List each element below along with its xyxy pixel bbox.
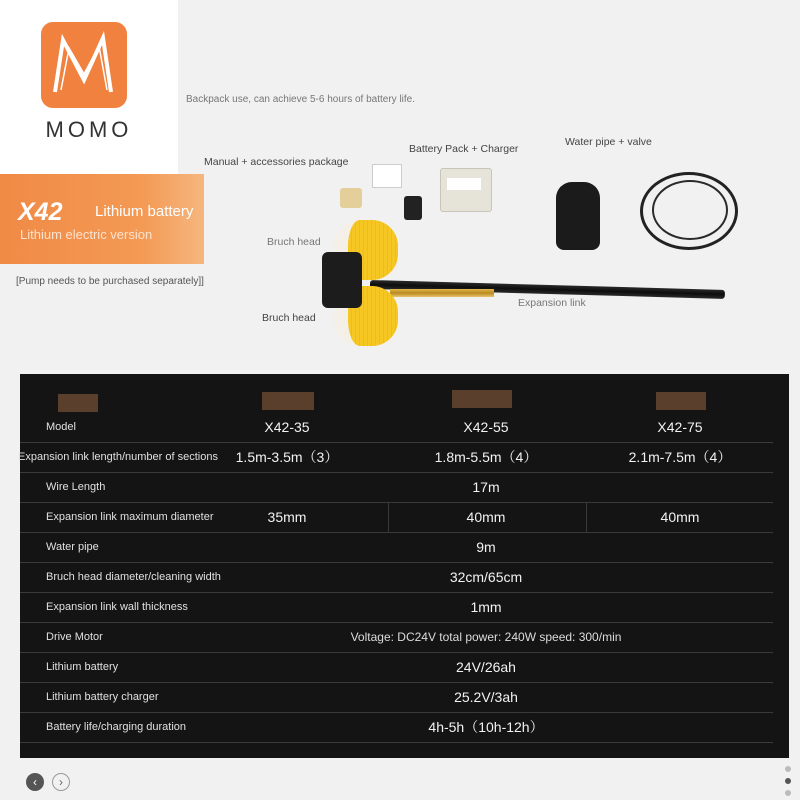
row-value: 25.2V/3ah xyxy=(454,689,518,705)
prev-button[interactable]: ‹ xyxy=(26,773,44,791)
pole-gold-section xyxy=(390,289,494,297)
label-brush-head-bottom: Bruch head xyxy=(262,312,316,324)
row-label: Battery life/charging duration xyxy=(46,721,187,733)
row-value: 17m xyxy=(472,479,500,495)
table-row xyxy=(20,533,773,563)
row-value: 1.5m-3.5m（3） xyxy=(235,449,339,465)
table-row xyxy=(20,443,773,473)
battery-pack-image xyxy=(440,168,492,212)
row-label: Expansion link wall thickness xyxy=(46,601,188,613)
table-row xyxy=(20,683,773,713)
backpack-note: Backpack use, can achieve 5-6 hours of battery life. xyxy=(186,94,416,105)
row-value: 40mm xyxy=(466,509,506,525)
momo-logo-mark xyxy=(41,22,127,108)
header-blur-block-4 xyxy=(656,392,706,410)
row-value: Voltage: DC24V total power: 240W speed: 300/min xyxy=(350,630,622,644)
row-value: X42-55 xyxy=(463,419,509,435)
row-value: 1mm xyxy=(470,599,502,615)
row-label: Water pipe xyxy=(46,541,99,553)
accessory-package-image xyxy=(372,164,402,188)
pagination-dot-2[interactable] xyxy=(785,778,791,784)
next-button[interactable]: › xyxy=(52,773,70,791)
row-value: 40mm xyxy=(660,509,700,525)
label-battery: Battery Pack + Charger xyxy=(409,143,519,155)
table-row xyxy=(20,563,773,593)
row-label: Wire Length xyxy=(46,481,106,493)
brand-logo xyxy=(0,0,178,180)
water-pipe-coil-inner xyxy=(652,180,728,240)
banner-subtitle-2: Lithium electric version xyxy=(20,227,153,242)
column-divider xyxy=(388,503,389,532)
charger-image xyxy=(404,196,422,220)
column-divider xyxy=(586,503,587,532)
row-value: 32cm/65cm xyxy=(449,569,523,585)
row-label: Expansion link length/number of sections xyxy=(18,451,218,463)
table-row xyxy=(20,413,773,443)
header-blur-block-1 xyxy=(58,394,98,412)
table-row xyxy=(20,473,773,503)
row-label: Expansion link maximum diameter xyxy=(46,511,214,523)
logo-text: MOMO xyxy=(45,117,133,142)
label-water-pipe: Water pipe + valve xyxy=(565,136,652,148)
label-manual: Manual + accessories package xyxy=(204,156,349,168)
backpack-image xyxy=(556,182,600,250)
table-row xyxy=(20,713,773,743)
accessory-brush-image xyxy=(340,188,362,208)
header-blur-block-2 xyxy=(262,392,314,410)
pump-note: [Pump needs to be purchased separately]] xyxy=(16,276,204,287)
row-value: 4h-5h（10h-12h） xyxy=(428,719,544,735)
row-value: X42-35 xyxy=(264,419,310,435)
row-value: 2.1m-7.5m（4） xyxy=(628,449,732,465)
battery-pack-tag xyxy=(447,178,481,190)
table-row xyxy=(20,653,773,683)
label-brush-head-top: Bruch head xyxy=(267,236,321,248)
row-label: Model xyxy=(46,421,76,433)
row-label: Lithium battery xyxy=(46,661,119,673)
banner-subtitle: Lithium battery xyxy=(95,203,194,220)
pagination-dot-1[interactable] xyxy=(785,766,791,772)
row-value: 24V/26ah xyxy=(456,659,516,675)
row-value: 9m xyxy=(476,539,496,555)
motor-assembly-image xyxy=(322,252,362,308)
row-label: Lithium battery charger xyxy=(46,691,159,703)
table-row xyxy=(20,503,773,533)
header-blur-block-3 xyxy=(452,390,512,408)
row-value: 35mm xyxy=(267,509,307,525)
banner-model: X42 xyxy=(18,198,63,226)
row-value: 1.8m-5.5m（4） xyxy=(434,449,538,465)
table-row xyxy=(20,623,773,653)
pagination-dot-3[interactable] xyxy=(785,790,791,796)
row-label: Bruch head diameter/cleaning width xyxy=(46,571,221,583)
row-label: Drive Motor xyxy=(46,631,103,643)
table-row xyxy=(20,593,773,623)
row-value: X42-75 xyxy=(657,419,703,435)
label-expansion-link: Expansion link xyxy=(518,297,586,309)
